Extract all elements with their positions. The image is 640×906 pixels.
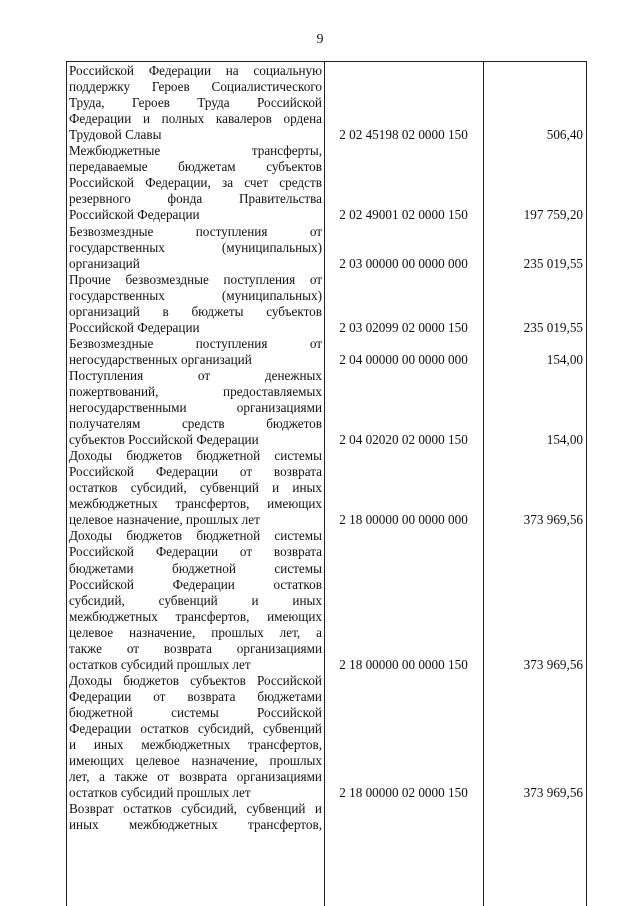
row-description-line: также от возврата организациями [69, 640, 322, 656]
row-description-line: Российской Федерации, за счет средств [69, 175, 322, 191]
row-description-line: Трудовой Славы [69, 127, 162, 143]
row-description [69, 673, 322, 801]
row-amount: 373 969,56 [523, 785, 583, 801]
row-description-line: Федерации от возврата бюджетами [69, 688, 322, 704]
row-description-line: Труда, Героев Труда Российской [69, 95, 322, 111]
row-classification-code: 2 02 45198 02 0000 150 [339, 127, 468, 143]
row-description-line: Прочие безвозмездные поступления от [69, 271, 322, 287]
row-description-line: имеющих целевое назначение, прошлых [69, 753, 322, 769]
row-description-line: Федерации остатков субсидий, субвенций [69, 721, 322, 737]
table-row [67, 272, 586, 336]
row-amount: 197 759,20 [523, 207, 583, 223]
row-classification-code: 2 18 00000 00 0000 000 [339, 512, 468, 528]
row-description-line: Безвозмездные поступления от [69, 335, 322, 351]
row-description-line: Поступления от денежных [69, 367, 322, 383]
row-description-line: Межбюджетные трансферты, [69, 143, 322, 159]
row-description [69, 336, 322, 368]
row-description-line: негосударственных организаций [69, 351, 252, 367]
row-description-line: субсидий, субвенций и иных [69, 592, 322, 608]
row-description [69, 528, 322, 672]
row-description-line: межбюджетных трансфертов, имеющих [69, 496, 322, 512]
row-description-line: Безвозмездные поступления от [69, 223, 322, 239]
row-description [69, 143, 322, 223]
table-row [67, 336, 586, 368]
row-description-line: Доходы бюджетов бюджетной системы [69, 448, 322, 464]
table-row [67, 801, 586, 833]
row-classification-code: 2 18 00000 02 0000 150 [339, 785, 468, 801]
row-description-line: негосударственными организациями [69, 400, 322, 416]
row-description-line: получателям средств бюджетов [69, 416, 322, 432]
table-row [67, 63, 586, 143]
table-row [67, 528, 586, 672]
row-classification-code: 2 04 00000 00 0000 000 [339, 351, 468, 367]
table-row [67, 143, 586, 223]
row-description-line: Федерации и полных кавалеров ордена [69, 111, 322, 127]
row-amount: 373 969,56 [523, 656, 583, 672]
row-amount: 154,00 [546, 351, 583, 367]
row-description-line: Возврат остатков субсидий, субвенций и [69, 801, 322, 817]
row-description-line: государственных (муниципальных) [69, 287, 322, 303]
row-description-line: государственных (муниципальных) [69, 239, 322, 255]
row-classification-code: 2 02 49001 02 0000 150 [339, 207, 468, 223]
row-description-line: остатков субсидий прошлых лет [69, 656, 251, 672]
page-number: 9 [316, 32, 324, 47]
row-description [69, 63, 322, 143]
row-description-line: Российской Федерации [69, 207, 200, 223]
row-amount: 154,00 [546, 432, 583, 448]
row-classification-code: 2 04 02020 02 0000 150 [339, 432, 468, 448]
table-row [67, 368, 586, 448]
row-amount: 373 969,56 [523, 512, 583, 528]
row-description [69, 448, 322, 528]
row-classification-code: 2 03 00000 00 0000 000 [339, 255, 468, 271]
row-description-line: поддержку Героев Социалистического [69, 79, 322, 95]
row-description-line: лет, а также от возврата организациями [69, 769, 322, 785]
row-description-line: бюджетной системы Российской [69, 704, 322, 720]
row-description [69, 801, 322, 833]
row-description-line: организаций [69, 255, 140, 271]
row-description-line: организаций в бюджеты субъектов [69, 303, 322, 319]
row-description-line: резервного фонда Правительства [69, 191, 322, 207]
row-description-line: Российской Федерации остатков [69, 576, 322, 592]
row-description-line: межбюджетных трансфертов, имеющих [69, 608, 322, 624]
row-description-line: остатков субсидий прошлых лет [69, 785, 251, 801]
row-classification-code: 2 18 00000 00 0000 150 [339, 656, 468, 672]
row-description [69, 368, 322, 448]
row-amount: 235 019,55 [523, 255, 583, 271]
row-description-line: и иных межбюджетных трансфертов, [69, 737, 322, 753]
row-description-line: Российской Федерации на социальную [69, 63, 322, 78]
row-description-line: иных межбюджетных трансфертов, [69, 817, 322, 833]
row-description [69, 272, 322, 336]
row-description-line: Российской Федерации от возврата [69, 464, 322, 480]
row-description-line: целевое назначение, прошлых лет, а [69, 624, 322, 640]
budget-revenue-table [66, 61, 587, 906]
row-description-line: Доходы бюджетов субъектов Российской [69, 672, 322, 688]
row-description-line: передаваемые бюджетам субъектов [69, 159, 322, 175]
table-row [67, 448, 586, 528]
row-description [69, 224, 322, 272]
row-amount: 235 019,55 [523, 319, 583, 335]
table-row [67, 224, 586, 272]
row-description-line: целевое назначение, прошлых лет [69, 512, 260, 528]
row-description-line: субъектов Российской Федерации [69, 432, 259, 448]
row-description-line: бюджетами бюджетной системы [69, 560, 322, 576]
row-description-line: Доходы бюджетов бюджетной системы [69, 528, 322, 544]
row-amount: 506,40 [546, 127, 583, 143]
row-description-line: пожертвований, предоставляемых [69, 383, 322, 399]
row-description-line: Российской Федерации [69, 319, 200, 335]
table-row [67, 673, 586, 801]
row-description-line: остатков субсидий, субвенций и иных [69, 480, 322, 496]
row-classification-code: 2 03 02099 02 0000 150 [339, 319, 468, 335]
row-description-line: Российской Федерации от возврата [69, 544, 322, 560]
